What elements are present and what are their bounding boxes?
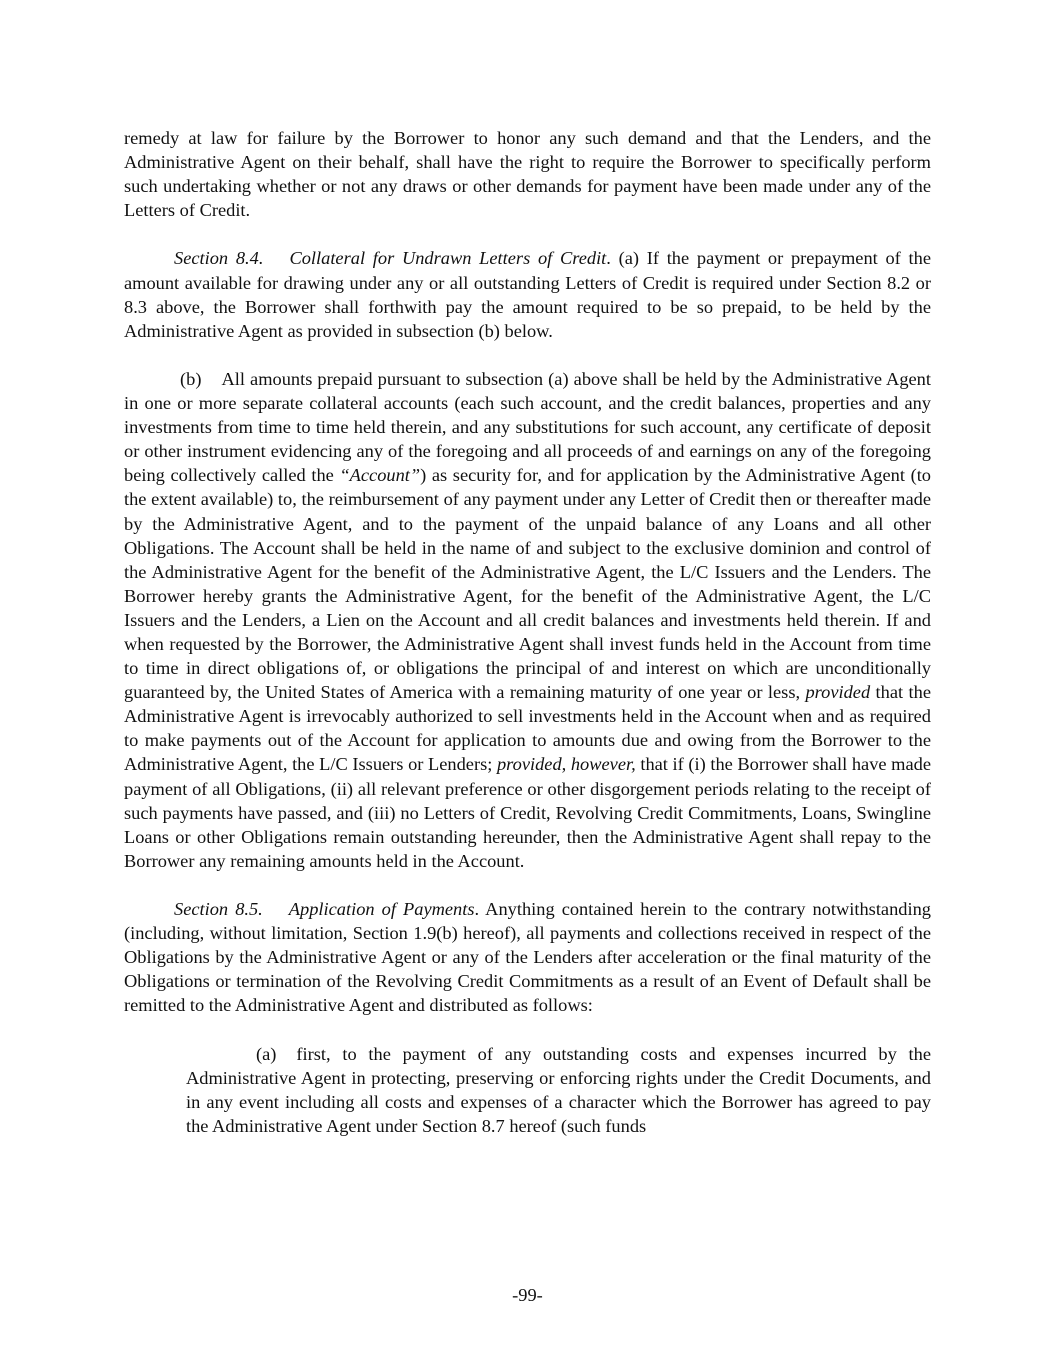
- document-page: [124, 126, 931, 1138]
- subsection-text: ) as security for, and for application by the Administrative Agent (to the extent available) to, the reimbursement of any payment under any Letter of Credit then or thereafter made by the Administrative Agent, and to the payment of the unpaid balance of any Loans and all other Obligations. The Account shall be held in the name of and subject to the exclusive dominion and control of the Administrative Agent for the benefit of the Administrative Agent, the L/C Issuers and the Lenders. The Borrower hereby grants the Administrative Agent, for the benefit of the Administrative Agent, the L/C Issuers and the Lenders, a Lien on the Account and all credit balances and investments held therein. If and when requested by the Borrower, the Administrative Agent shall invest funds held in the Account from time to time in direct obligations of, or obligations the principal of and interest on which are unconditionally guaranteed by, the United States of America with a remaining maturity of one year or less,: [124, 465, 931, 703]
- section-8-5-a-paragraph: [186, 1042, 931, 1138]
- proviso-term: provided, however,: [496, 754, 636, 775]
- defined-term-account: “Account”: [339, 465, 421, 486]
- section-8-5-paragraph: [124, 897, 931, 1017]
- subsection-text: that the Administrative Agent is irrevocably authorized to sell investments held in the Account when and as required to make payments out of the Account for application to amounts due and owing from the Borrower to the Administrative Agent, the L/C Issuers or Lenders;: [124, 682, 931, 775]
- page-number: -99-: [512, 1285, 543, 1305]
- subsection-text: first, to the payment of any outstanding costs and expenses incurred by the Administrative Agent in protecting, preserving or enforcing rights under the Credit Documents, and in any event including all costs and expenses of a character which the Borrower has agreed to pay the Administrative Agent under Section 8.7 hereof (such funds: [186, 1043, 931, 1136]
- section-8-4-b-paragraph: [124, 367, 931, 873]
- section-number: Section 8.5.: [174, 899, 263, 919]
- section-8-4-paragraph: [124, 246, 931, 342]
- section-number: Section 8.4.: [174, 248, 264, 269]
- subsection-text: All amounts prepaid pursuant to subsection (a) above shall be held by the Administrative Agent in one or more separate collateral accounts (each such account, and the credit balances, properties and any investments from time to time held therein, and any substitutions for such account, any certificate of deposit or other instrument evidencing any of the foregoing and all proceeds of and earnings on any of the foregoing being collectively called the: [124, 368, 931, 486]
- subsection-label: (a): [256, 1043, 277, 1064]
- section-title: Collateral for Undrawn Letters of Credit: [289, 248, 607, 269]
- paragraph-continuation: remedy at law for failure by the Borrower to honor any such demand and that the Lenders, and the Administrative Agent on their behalf, shall have the right to require the Borrower to specifically perform such undertaking whether or not any draws or other demands for payment have been made under any of the Letters of Credit.: [124, 128, 931, 221]
- section-text: . (a) If the payment or prepayment of the amount available for drawing under any or all outstanding Letters of Credit is required under Section 8.2 or 8.3 above, the Borrower shall forthwith pay the amount required to be so prepaid, to be held by the Administrative Agent as provided in subsection (b) below.: [124, 248, 931, 341]
- section-title: Application of Payments: [288, 899, 475, 919]
- section-text: . Anything contained herein to the contrary notwithstanding (including, without limitation, Section 1.9(b) hereof), all payments and collections received in respect of the Obligations by the Administrative Agent or any of the Lenders after acceleration or the final maturity of the Obligations or termination of the Revolving Credit Commitments as a result of an Event of Default shall be remitted to the Administrative Agent and distributed as follows:: [124, 899, 931, 1016]
- proviso-term: provided: [805, 682, 871, 703]
- subsection-text: that if (i) the Borrower shall have made payment of all Obligations, (ii) all relevant preference or other disgorgement periods relating to the receipt of such payments have passed, and (iii) no Letters of Credit, Revolving Credit Commitments, Loans, Swingline Loans or other Obligations remain outstanding hereunder, then the Administrative Agent shall repay to the Borrower any remaining amounts held in the Account.: [124, 754, 931, 871]
- subsection-label: (b): [180, 368, 202, 389]
